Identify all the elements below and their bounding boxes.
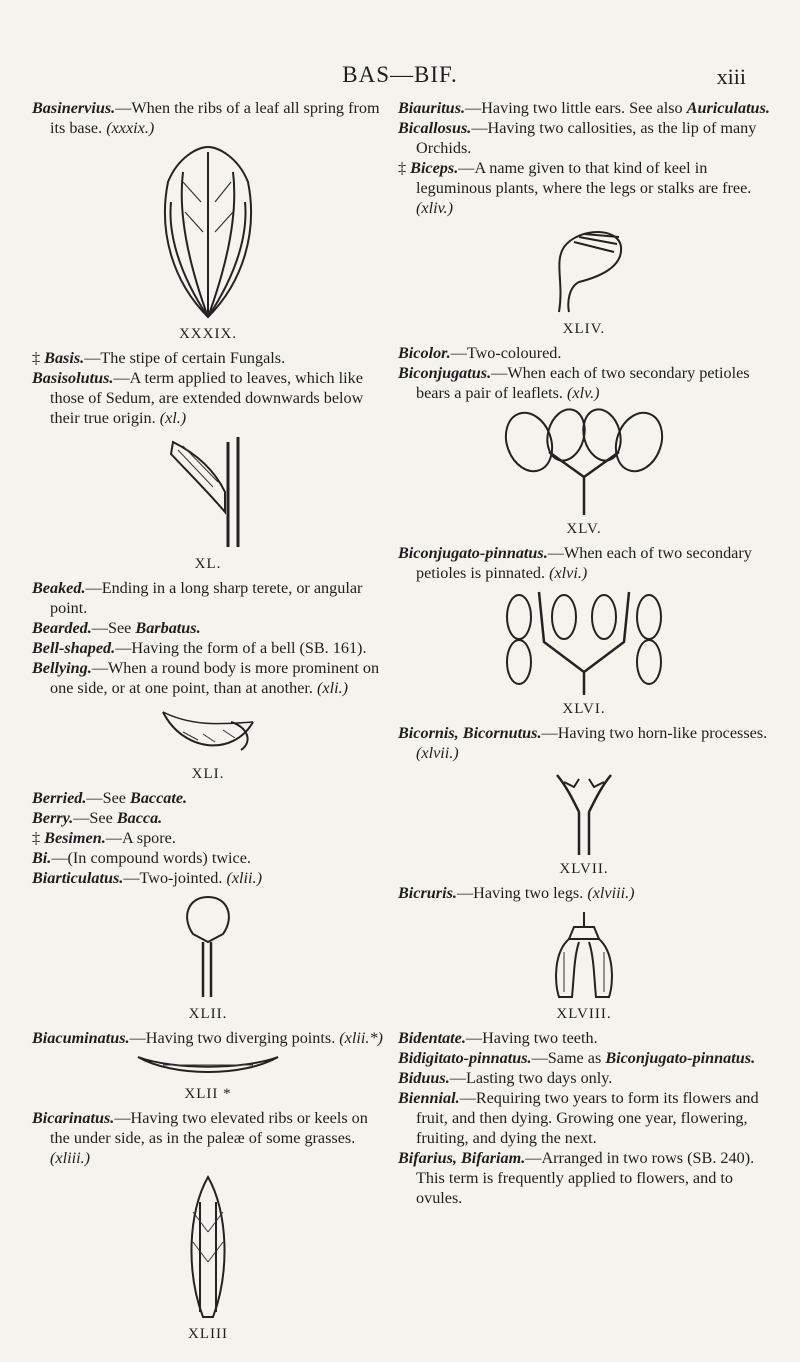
- biconjugato-pinnatus-illustration: [499, 587, 669, 697]
- figure-caption: XLVI.: [562, 701, 606, 717]
- figure-xl: [32, 432, 384, 552]
- figure-caption: XLVIII.: [556, 1006, 612, 1022]
- figure-caption: XL.: [194, 556, 222, 572]
- entry-bifarius: Bifarius, Bifariam.—Arranged in two rows (SB. 240). This term is frequently applied to flowers, and to ovules.: [398, 1149, 755, 1207]
- entry-besimen: ‡ Besimen.—A spore.: [32, 829, 176, 847]
- entry-biduus: Biduus.—Lasting two days only.: [398, 1069, 613, 1087]
- left-column: [32, 98, 384, 1348]
- entry-biconjugatus: Biconjugatus.—When each of two secondary petioles bears a pair of leaflets. (xlv.): [398, 364, 750, 402]
- entry-bicruris: Bicruris.—Having two legs. (xlviii.): [398, 884, 635, 902]
- entry-bi: Bi.—(In compound words) twice.: [32, 849, 251, 867]
- figure-xlvii: [398, 767, 770, 857]
- figure-caption: XLVII.: [559, 861, 609, 877]
- entry-bell-shaped: Bell-shaped.—Having the form of a bell (SB. 161).: [32, 639, 367, 657]
- page-number: xiii: [716, 64, 746, 89]
- entry-beaked: Beaked.—Ending in a long sharp terete, or angular point.: [32, 579, 363, 617]
- entry-basinervius: Basinervius.—When the ribs of a leaf all spring from its base. (xxxix.): [32, 99, 380, 137]
- entry-bellying: Bellying.—When a round body is more prominent on one side, or at one point, than at another. (xli.): [32, 659, 380, 697]
- entry-biconjugato-pinnatus: Biconjugato-pinnatus.—When each of two secondary petioles is pinnated. (xlvi.): [398, 544, 752, 582]
- entry-biceps: ‡ Biceps.—A name given to that kind of keel in leguminous plants, where the legs or stalks are free. (xliv.): [398, 159, 752, 217]
- entry-bidigitato-pinnatus: Bidigitato-pinnatus.—Same as Biconjugato-pinnatus.: [398, 1049, 756, 1067]
- figure-xlvi: [398, 587, 770, 697]
- figure-caption: XLII *: [184, 1086, 232, 1102]
- figure-caption: XXXIX.: [178, 326, 238, 342]
- figure-xlii-star: [32, 1052, 384, 1082]
- entry-biarticulatus: Biarticulatus.—Two-jointed. (xlii.): [32, 869, 262, 887]
- entry-bidentate: Bidentate.—Having two teeth.: [398, 1029, 598, 1047]
- figure-caption: XLI.: [191, 766, 225, 782]
- entry-basisolutus: Basisolutus.—A term applied to leaves, which like those of Sedum, are extended downwards below their true origin. (xl.): [32, 369, 364, 427]
- figure-xli: [32, 702, 384, 762]
- basinervius-leaf-illustration: [153, 142, 263, 322]
- basisolutus-leaf-illustration: [153, 432, 263, 552]
- biacuminatus-illustration: [133, 1052, 283, 1082]
- entry-basis: ‡ Basis.—The stipe of certain Fungals.: [32, 349, 286, 367]
- entry-bicallosus: Bicallosus.—Having two callosities, as the lip of many Orchids.: [398, 119, 757, 157]
- figure-xliii: [32, 1172, 384, 1322]
- figure-xxxix: [32, 142, 384, 322]
- bicarinatus-illustration: [178, 1172, 238, 1322]
- entry-berried: Berried.—See Baccate.: [32, 789, 188, 807]
- biarticulatus-illustration: [173, 892, 243, 1002]
- figure-caption: XLII.: [188, 1006, 228, 1022]
- right-column: [398, 98, 770, 1208]
- figure-xlviii: [398, 907, 770, 1002]
- entry-biacuminatus: Biacuminatus.—Having two diverging points. (xlii.*): [32, 1029, 383, 1047]
- biceps-keel-illustration: [539, 222, 629, 317]
- running-head: BAS—BIF.: [342, 62, 458, 87]
- entry-berry: Berry.—See Bacca.: [32, 809, 163, 827]
- figure-caption: XLIII: [188, 1326, 228, 1342]
- entry-biennial: Biennial.—Requiring two years to form its flowers and fruit, and then dying. Growing one year, flowering, fruiting, and dying the next.: [398, 1089, 759, 1147]
- entry-bicarinatus: Bicarinatus.—Having two elevated ribs or keels on the under side, as in the paleæ of some grasses. (xliii.): [32, 1109, 368, 1167]
- figure-xlii: [32, 892, 384, 1002]
- figure-caption: XLV.: [566, 521, 602, 537]
- entry-bearded: Bearded.—See Barbatus.: [32, 619, 201, 637]
- entry-biauritus: Biauritus.—Having two little ears. See also Auriculatus.: [398, 99, 770, 117]
- figure-caption: XLIV.: [562, 321, 606, 337]
- entry-bicolor: Bicolor.—Two-coloured.: [398, 344, 562, 362]
- bicornis-illustration: [549, 767, 619, 857]
- bicruris-illustration: [544, 907, 624, 1002]
- bellying-illustration: [153, 702, 263, 762]
- biconjugatus-illustration: [504, 407, 664, 517]
- figure-xliv: [398, 222, 770, 317]
- figure-xlv: [398, 407, 770, 517]
- entry-bicornis: Bicornis, Bicornutus.—Having two horn-like processes. (xlvii.): [398, 724, 768, 762]
